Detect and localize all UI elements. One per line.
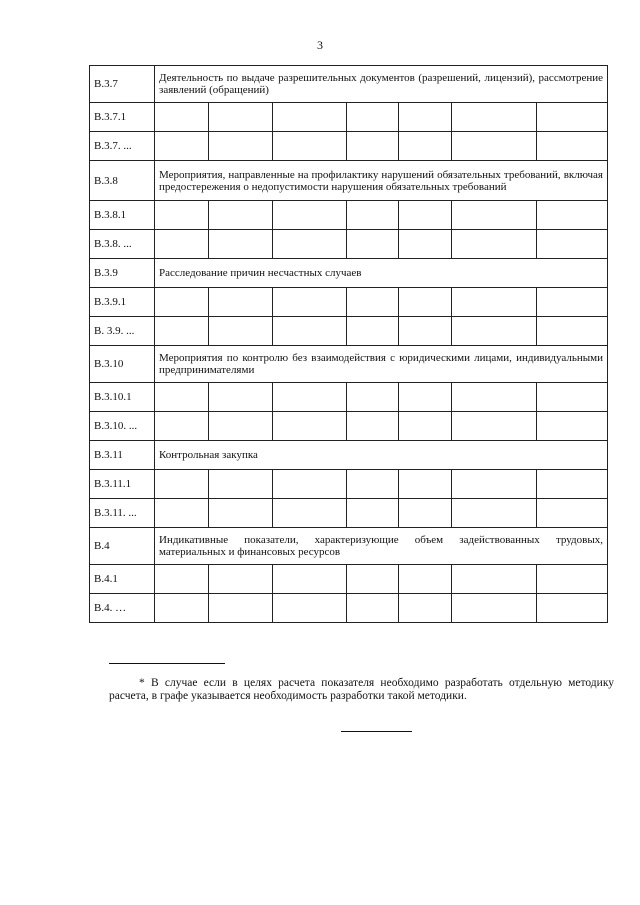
empty-cell: [452, 383, 537, 412]
empty-cell: [209, 230, 273, 259]
empty-cell: [347, 132, 399, 161]
row-code: В.3.11: [90, 441, 155, 470]
table-row: [90, 594, 608, 623]
empty-cell: [273, 103, 347, 132]
empty-cell: [537, 594, 608, 623]
empty-cell: [452, 565, 537, 594]
empty-cell: [209, 470, 273, 499]
empty-cell: [399, 201, 452, 230]
empty-cell: [273, 470, 347, 499]
empty-cell: [452, 412, 537, 441]
empty-cell: [537, 201, 608, 230]
table-row: [90, 317, 608, 346]
empty-cell: [273, 383, 347, 412]
empty-cell: [273, 594, 347, 623]
empty-cell: [452, 288, 537, 317]
empty-cell: [399, 594, 452, 623]
table-row: [90, 412, 608, 441]
table-row: [90, 441, 608, 470]
empty-cell: [209, 317, 273, 346]
empty-cell: [155, 288, 209, 317]
empty-cell: [452, 230, 537, 259]
row-code: В.4.1: [90, 565, 155, 594]
empty-cell: [347, 470, 399, 499]
row-code: В.3.10. ...: [90, 412, 155, 441]
empty-cell: [399, 499, 452, 528]
empty-cell: [347, 565, 399, 594]
empty-cell: [209, 412, 273, 441]
table-row: [90, 288, 608, 317]
empty-cell: [155, 230, 209, 259]
empty-cell: [209, 288, 273, 317]
empty-cell: [347, 383, 399, 412]
empty-cell: [209, 201, 273, 230]
empty-cell: [537, 132, 608, 161]
empty-cell: [537, 412, 608, 441]
empty-cell: [399, 412, 452, 441]
row-description: Мероприятия по контролю без взаимодействия с юридическими лицами, индивидуальными предпринимателями: [155, 346, 608, 383]
table-row: [90, 230, 608, 259]
empty-cell: [537, 317, 608, 346]
row-code: В.3.8: [90, 161, 155, 201]
row-code: В.3.7. ...: [90, 132, 155, 161]
row-code: В.4: [90, 528, 155, 565]
empty-cell: [399, 383, 452, 412]
empty-cell: [347, 230, 399, 259]
empty-cell: [399, 230, 452, 259]
empty-cell: [347, 412, 399, 441]
empty-cell: [537, 565, 608, 594]
table-row: [90, 528, 608, 565]
empty-cell: [537, 230, 608, 259]
empty-cell: [155, 470, 209, 499]
end-of-document-rule: [341, 731, 412, 732]
empty-cell: [452, 317, 537, 346]
empty-cell: [347, 317, 399, 346]
table-row: [90, 161, 608, 201]
empty-cell: [537, 499, 608, 528]
empty-cell: [155, 565, 209, 594]
empty-cell: [399, 132, 452, 161]
empty-cell: [209, 103, 273, 132]
empty-cell: [537, 470, 608, 499]
row-code: В.3.9.1: [90, 288, 155, 317]
row-code: В.3.7: [90, 66, 155, 103]
empty-cell: [209, 565, 273, 594]
empty-cell: [347, 201, 399, 230]
empty-cell: [155, 412, 209, 441]
indicators-table: [89, 65, 608, 623]
row-code: В.3.8. ...: [90, 230, 155, 259]
table-row: [90, 383, 608, 412]
row-description: Деятельность по выдаче разрешительных документов (разрешений, лицензий), рассмотрение заявлений (обращений): [155, 66, 608, 103]
empty-cell: [347, 594, 399, 623]
row-code: В.3.11.1: [90, 470, 155, 499]
empty-cell: [452, 201, 537, 230]
empty-cell: [155, 594, 209, 623]
table-row: [90, 103, 608, 132]
empty-cell: [155, 132, 209, 161]
empty-cell: [347, 499, 399, 528]
empty-cell: [155, 383, 209, 412]
table-row: [90, 132, 608, 161]
empty-cell: [399, 470, 452, 499]
table-row: [90, 201, 608, 230]
empty-cell: [155, 317, 209, 346]
table-row: [90, 565, 608, 594]
empty-cell: [273, 317, 347, 346]
empty-cell: [273, 565, 347, 594]
row-code: В.3.9: [90, 259, 155, 288]
empty-cell: [155, 201, 209, 230]
empty-cell: [347, 103, 399, 132]
empty-cell: [452, 470, 537, 499]
empty-cell: [347, 288, 399, 317]
row-description: Контрольная закупка: [155, 441, 608, 470]
table-row: [90, 66, 608, 103]
empty-cell: [273, 132, 347, 161]
empty-cell: [209, 594, 273, 623]
empty-cell: [273, 499, 347, 528]
empty-cell: [273, 412, 347, 441]
empty-cell: [452, 132, 537, 161]
empty-cell: [537, 103, 608, 132]
empty-cell: [452, 594, 537, 623]
empty-cell: [399, 317, 452, 346]
empty-cell: [537, 383, 608, 412]
footnote-text: * В случае если в целях расчета показателя необходимо разработать отдельную методику расчета, в графе указывается необходимость разработки такой методики.: [109, 677, 614, 702]
table-row: [90, 499, 608, 528]
empty-cell: [452, 499, 537, 528]
row-code: В.3.11. ...: [90, 499, 155, 528]
table-row: [90, 346, 608, 383]
empty-cell: [399, 103, 452, 132]
row-code: В.3.10.1: [90, 383, 155, 412]
row-code: В.3.8.1: [90, 201, 155, 230]
row-description: Индикативные показатели, характеризующие объем задействованных трудовых, материальных и финансовых ресурсов: [155, 528, 608, 565]
table-row: [90, 470, 608, 499]
empty-cell: [209, 499, 273, 528]
empty-cell: [273, 201, 347, 230]
footnote-separator: [109, 663, 225, 664]
empty-cell: [155, 103, 209, 132]
empty-cell: [209, 383, 273, 412]
row-code: В. 3.9. ...: [90, 317, 155, 346]
empty-cell: [537, 288, 608, 317]
row-description: Мероприятия, направленные на профилактику нарушений обязательных требований, включая предостережения о недопустимости нарушения обязательных требований: [155, 161, 608, 201]
empty-cell: [209, 132, 273, 161]
empty-cell: [399, 565, 452, 594]
row-code: В.4. …: [90, 594, 155, 623]
empty-cell: [273, 288, 347, 317]
table-row: [90, 259, 608, 288]
empty-cell: [273, 230, 347, 259]
empty-cell: [155, 499, 209, 528]
row-code: В.3.7.1: [90, 103, 155, 132]
row-code: В.3.10: [90, 346, 155, 383]
empty-cell: [399, 288, 452, 317]
empty-cell: [452, 103, 537, 132]
row-description: Расследование причин несчастных случаев: [155, 259, 608, 288]
page-number: 3: [317, 38, 323, 52]
